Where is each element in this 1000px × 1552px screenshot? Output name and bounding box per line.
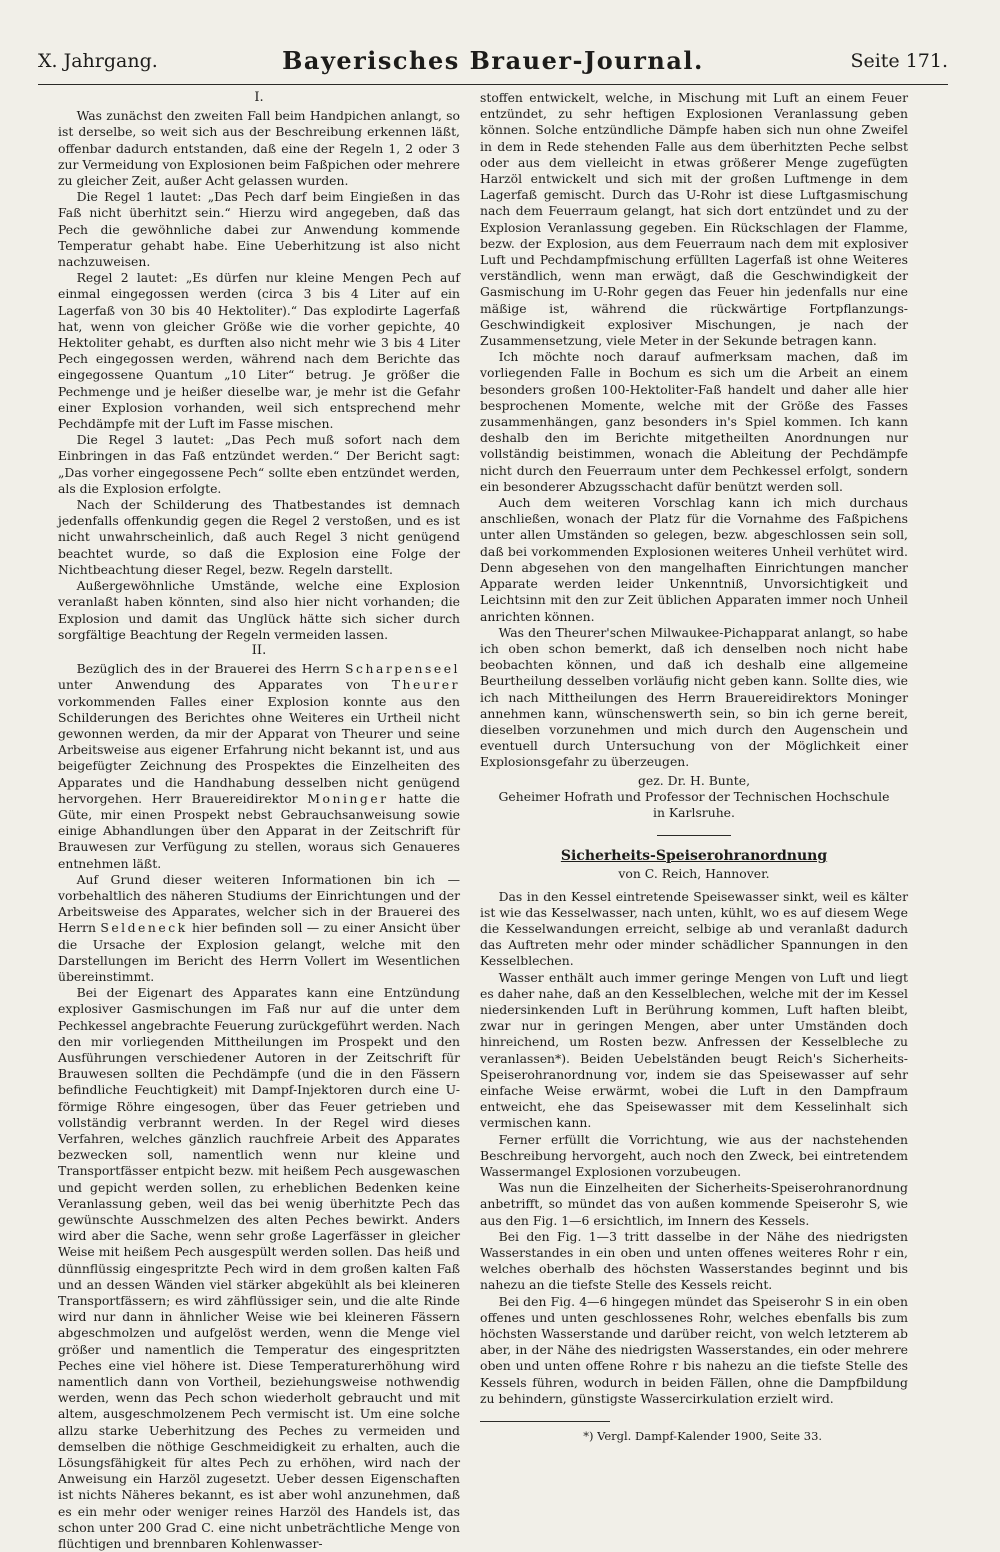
paragraph: Ich möchte noch darauf aufmerksam machen, daß im vorliegenden Falle in Bochum es sich um die Arbeit an einem besonders großen 100-Hektoliter-Faß handelt und daher alle hier besprochenen Momente, welche mit der Größe des Fasses zusammenhängen, ganz besonders in's Spiel kommen. Ich kann deshalb den im Berichte mitgetheilten Anordnungen nur vollständig beistimmen, wonach die Ableitung der Pechdämpfe nicht durch den Feuerraum unter dem Pechkessel erfolgt, sondern ein besonderer Abzugsschacht dafür benützt werden soll. [480, 349, 908, 494]
paragraph: Das in den Kessel eintretende Speisewasser sinkt, weil es kälter ist wie das Kesselwasser, nach unten, kühlt, wo es auf diesem Wege die Kesselwandungen erreicht, selbige ab und veranlaßt dadurch das Auftreten mehr oder minder schädlicher Spannungen in den Kesselblechen. [480, 888, 908, 969]
section-number-2: II. [251, 642, 267, 658]
signature-title: Geheimer Hofrath und Professor der Technischen Hochschule [498, 788, 890, 804]
text-run: Bezüglich des in der Brauerei des Herrn [76, 661, 346, 677]
paragraph: Außergewöhnliche Umstände, welche eine Explosion veranlaßt haben könnten, sind also hier nicht vorhanden; die Explosion und damit das Unglück hätte sich sicher durch sorgfältige Beachtung der Regeln vermeiden lassen. [58, 578, 460, 642]
right-column [480, 90, 908, 1444]
paragraph: Ferner erfüllt die Vorrichtung, wie aus der nachstehenden Beschreibung hervorgeht, auch noch den Zweck, bei eintretendem Wassermangel Explosionen vorzubeugen. [480, 1131, 908, 1179]
text-run: vorkommenden Falles einer Explosion konnte aus den Schilderungen des Berichtes ohne Weiteres ein Urtheil nicht gewonnen werden, da mir der Apparat von Theurer und seine Arbeitsweise aus eigener Erfahrung nicht bekannt ist, und aus beigefügter Zeichnung des Prospektes die Einzelheiten des Apparates und die Handhabung desselben nicht genügend hervorgehen. Herr Brauereidirektor [58, 693, 460, 806]
paragraph: Bei der Eigenart des Apparates kann eine Entzündung explosiver Gasmischungen im Faß nur auf die unter dem Pechkessel angebrachte Feuerung zurückgeführt werden. Nach den mir vorliegenden Mittheilungen im Prospekt und den Ausführungen verschiedener Autoren in der Zeitschrift für Brauwesen sollten die Pechdämpfe (und die in den Fässern befindliche Feuchtigkeit) mit Dampf-Injektoren durch eine U-förmige Röhre eingesogen, über das Feuer getrieben und vollständig verbrannt werden. In der Regel wird dieses Verfahren, welches gänzlich rauchfreie Arbeit des Apparates bezwecken soll, namentlich wenn nur kleine und Transportfässer entpicht bezw. mit heißem Pech ausgewaschen und gepicht werden sollen, zu erheblichen Bedenken keine Veranlassung geben, weil das bei wenig überhitzte Pech das gewünschte Ausschmelzen des alten Peches bewirkt. Anders wird aber die Sache, wenn sehr große Lagerfässer in gleicher Weise mit heißem Pech ausgespült werden sollen. Das heiß und dünnflüssig eingespritzte Pech wird in dem großen kalten Faß und an dessen Wänden viel stärker abgekühlt als bei kleineren Transportfässern; es wird zähflüssiger sein, und die alte Rinde wird nur dann in ähnlicher Weise wie bei kleineren Fässern abgeschmolzen und aufgelöst werden, wenn die Menge viel größer und namentlich die Temperatur des eingespritzten Peches eine viel höhere ist. Diese Temperaturerhöhung wird namentlich dann von Vortheil, beziehungsweise nothwendig werden, wenn das Pech schon wiederholt gebraucht und mit altem, ausgeschmolzenem Pech vermischt ist. Um eine solche allzu starke Ueberhitzung des Peches zu vermeiden und demselben die nöthige Geschmeidigkeit zu erhalten, auch die Lösungsfähigkeit für altes Pech zu erhöhen, wird nach der Anweisung ein Harzöl zugesetzt. Ueber dessen Eigenschaften ist nichts Näheres bekannt, es ist aber wohl anzunehmen, daß es ein mehr oder weniger reines Harzöl des Handels ist, das schon unter 200 Grad C. eine nicht unbeträchtliche Menge von flüchtigen und brennbaren Kohlenwasser- [58, 985, 460, 1552]
paragraph [58, 661, 460, 872]
paragraph: Nach der Schilderung des Thatbestandes ist demnach jedenfalls offenkundig gegen die Regel 2 verstoßen, und es ist nicht unwahrscheinlich, daß auch Regel 3 nicht genügend beachtet wurde, so daß die Explosion eine Folge der Nichtbeachtung dieser Regel, bezw. Regeln darstellt. [58, 497, 460, 577]
paragraph: Bei den Fig. 1—3 tritt dasselbe in der Nähe des niedrigsten Wasserstandes in ein oben und unten offenes weiteres Rohr r ein, welches oberhalb des höchsten Wasserstandes beginnt und bis nahezu an die tiefste Stelle des Kessels reicht. [480, 1228, 908, 1293]
text-run: hatte die Güte, mir einen Prospekt nebst Gebrauchsanweisung sowie einige Abhandlungen über den Apparat in der Zeitschrift für Brauwesen zur Verfügung zu stellen, woraus sich Genaueres entnehmen läßt. [58, 790, 461, 871]
signature-place: in Karlsruhe. [653, 804, 735, 820]
paragraph: Wasser enthält auch immer geringe Mengen von Luft und liegt es daher nahe, daß an den Kesselblechen, welche mit der im Kessel niedersinkenden Luft in Berührung kommen, Luft haften bleibt, zwar nur in geringen Mengen, aber unter Umständen doch hinreichend, um Rosten bezw. Anfressen der Kesselbleche zu veranlassen*). Beiden Uebelständen beugt Reich's Sicherheits-Speiserohranordnung vor, indem sie das Speisewasser auf sehr einfache Weise erwärmt, wobei die Luft in den Dampfraum entweicht, ehe das Speisewasser mit dem Kesselinhalt sich vermischen kann. [480, 969, 908, 1131]
signature-name: gez. Dr. H. Bunte, [637, 772, 751, 788]
paragraph: Was nun die Einzelheiten der Sicherheits-Speiserohranordnung anbetrifft, so mündet das von außen kommende Speiserohr S, wie aus den Fig. 1—6 ersichtlich, im Innern des Kessels. [480, 1180, 908, 1228]
left-column [58, 90, 461, 1552]
footnote-rule [480, 1421, 610, 1422]
paragraph: Auch dem weiteren Vorschlag kann ich mich durchaus anschließen, wonach der Platz für die Vornahme des Faßpichens unter allen Umständen so gelegen, bezw. abgeschlossen sein soll, daß bei vorkommenden Explosionen weiteres Unheil verhütet wird. Denn abgesehen von den mangelhaften Einrichtungen mancher Apparate werden leider Unkenntniß, Unvorsichtigkeit und Leichtsinn mit den zur Zeit üblichen Apparaten immer noch Unheil anrichten können. [480, 495, 908, 624]
paragraph [58, 872, 460, 985]
text-run: unter Anwendung des Apparates von [58, 677, 392, 693]
person-name: Moninger [307, 790, 389, 806]
person-name: Seldeneck [100, 920, 188, 936]
paragraph: stoffen entwickelt, welche, in Mischung mit Luft an einem Feuer entzündet, zu sehr heftigen Explosionen Veranlassung geben können. Solche entzündliche Dämpfe haben sich nun ohne Zweifel in dem in Rede stehenden Falle aus dem überhitzten Peche selbst oder aus dem vielleicht in etwas größerer Menge zugefügten Harzöl entwickelt und sich mit der großen Luftmenge in dem Lagerfaß gemischt. Durch das U-Rohr ist diese Luftgasmischung nach dem Feuerraum gelangt, hat sich dort entzündet und zu der Explosion Veranlassung gegeben. Ein Rückschlagen der Flamme, bezw. der Explosion, aus dem Feuerraum nach dem mit explosiver Luft und Pechdampfmischung erfüllten Lagerfaß ist ohne Weiteres verständlich, wenn man erwägt, daß die Geschwindigkeit der Gasmischung im U-Rohr gegen das Feuer hin jedenfalls nur eine mäßige ist, während die rückwärtige Fortpflanzungs-Geschwindigkeit explosiver Mischungen, je nach der Zusammensetzung, viele Meter in der Sekunde betragen kann. [480, 90, 908, 349]
footnote: *) Vergl. Dampf-Kalender 1900, Seite 33. [583, 1429, 823, 1444]
article-divider [657, 835, 731, 836]
running-head [38, 44, 948, 85]
section-number-1: I. [254, 90, 264, 105]
article-title: Sicherheits-Speiserohranordnung [560, 848, 828, 865]
paragraph: Was den Theurer'schen Milwaukee-Pichapparat anlangt, so habe ich oben schon bemerkt, daß ich denselben noch nicht habe beobachten können, und daß ich deshalb eine allgemeine Beurtheilung desselben vorläufig nicht geben kann. Sollte dies, wie ich nach Mittheilungen des Herrn Brauereidirektors Moninger annehmen kann, wünschenswerth sein, so bin ich gerne bereit, dieselben vorzunehmen und mich durch den Augenschein und eventuell durch Untersuchung von der Möglichkeit einer Explosionsgefahr zu überzeugen. [480, 624, 908, 770]
paragraph: Bei den Fig. 4—6 hingegen mündet das Speiserohr S in ein oben offenes und unten geschlossenes Rohr, welches ebenfalls bis zum höchsten Wasserstande und darüber reicht, von welch letzterem ab aber, in der Nähe des niedrigsten Wasserstandes, ein oder mehrere oben und unten offene Rohre r bis nahezu an die tiefste Stelle des Kessels führen, wodurch in beiden Fällen, ohne die Dampfbildung zu behindern, günstigste Wassercirkulation erzielt wird. [480, 1293, 908, 1406]
paragraph: Die Regel 1 lautet: „Das Pech darf beim Eingießen in das Faß nicht überhitzt sein.“ Hierzu wird angegeben, daß das Pech die gewöhnliche dabei zur Anwendung kommende Temperatur gehabt habe. Eine Ueberhitzung ist also nicht nachzuweisen. [58, 189, 460, 270]
text-run: hier befinden soll — zu einer Ansicht über die Ursache der Explosion gelangt, welche mit den Darstellungen im Bericht des Herrn Vollert im Wesentlichen übereinstimmt. [58, 920, 461, 984]
volume-label: X. Jahrgang. [38, 50, 158, 72]
paragraph: Regel 2 lautet: „Es dürfen nur kleine Mengen Pech auf einmal eingegossen werden (circa 3 bis 4 Liter auf ein Lagerfaß von 30 bis 40 Hektoliter).“ Das explodirte Lagerfaß hat, wenn von gleicher Größe wie die vorher gepichte, 40 Hektoliter gehabt, es durften also nicht mehr wie 3 bis 4 Liter Pech eingegossen werden, während nach dem Berichte das eingegossene Quantum „10 Liter“ betrug. Je größer die Pechmenge und je heißer dieselbe war, je mehr ist die Gefahr einer Explosion vorhanden, weil sich entsprechend mehr Pechdämpfe mit der Luft im Fasse mischen. [58, 270, 460, 432]
person-name: Theurer [391, 677, 460, 693]
person-name: Scharpenseel [345, 661, 460, 677]
journal-title: Bayerisches Brauer-Journal. [282, 46, 704, 75]
page-number: Seite 171. [850, 50, 948, 72]
paragraph: Die Regel 3 lautet: „Das Pech muß sofort nach dem Einbringen in das Faß entzündet werden.“ Der Bericht sagt: „Das vorher eingegossene Pech“ sollte eben entzündet werden, als die Explosion erfolgte. [58, 432, 460, 496]
article-byline: von C. Reich, Hannover. [618, 866, 770, 882]
text-run: Auf Grund dieser weiteren Informationen bin ich — vorbehaltlich des näheren Studiums der Einrichtungen und der Arbeitsweise des Apparates, welcher sich in der Brauerei des Herrn [58, 871, 460, 936]
paragraph: Was zunächst den zweiten Fall beim Handpichen anlangt, so ist derselbe, so weit sich aus der Beschreibung erkennen läßt, offenbar dadurch entstanden, daß eine der Regeln 1, 2 oder 3 zur Vermeidung von Explosionen beim Faßpichen oder mehrere zu gleicher Zeit, außer Acht gelassen wurden. [58, 108, 460, 189]
